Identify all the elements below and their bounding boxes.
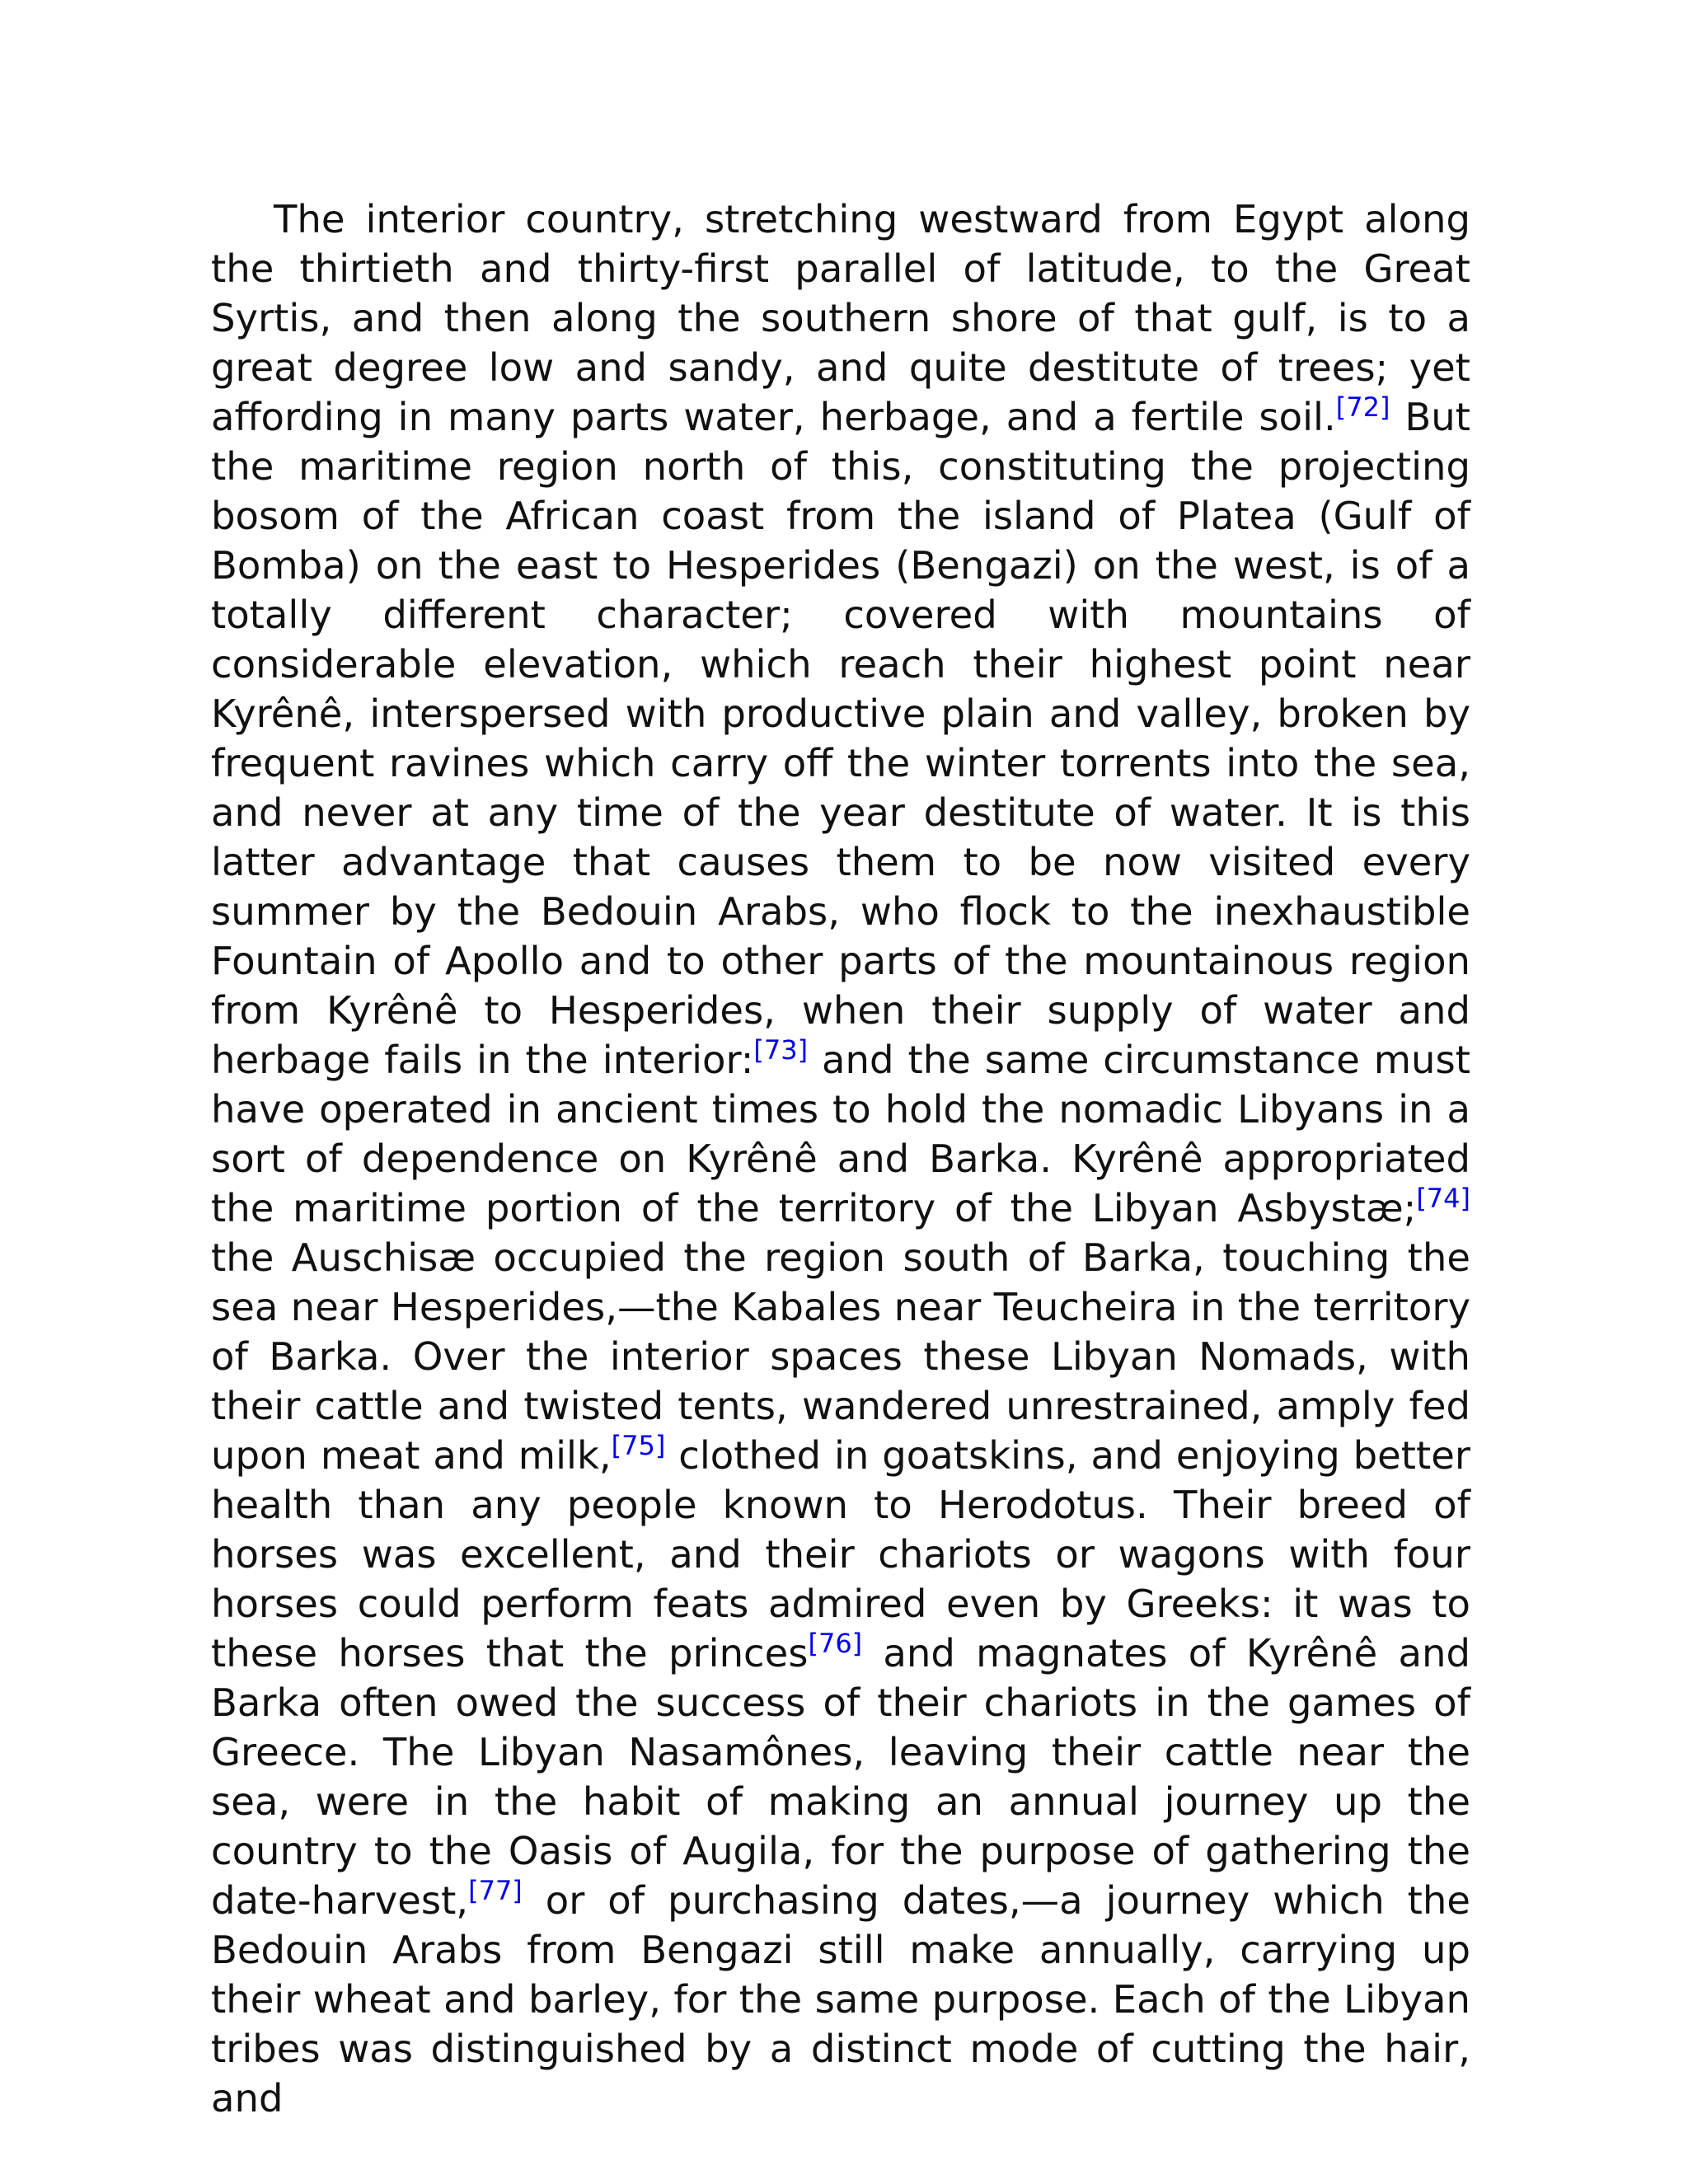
text-segment: and the same circumstance must have operated in ancient times to hold the nomadic Libyans in a sort of dependence on Kyrênê and Barka. Kyrênê appropriated the maritime portion of the territory of the Libyan Asbystæ; — [211, 1038, 1470, 1230]
footnote-link-76[interactable]: [76] — [808, 1628, 863, 1659]
text-segment: or of purchasing dates,—a journey which the Bedouin Arabs from Bengazi still make annually, carrying up their wheat and barley, for the same purpose. Each of the Libyan tribes was distinguished by a distinct mode of cutting the hair, and — [211, 1878, 1470, 2121]
text-segment: and magnates of Kyrênê and Barka often owed the success of their chariots in the games of Greece. The Libyan Nasamônes, leaving their cattle near the sea, were in the habit of making an annual journey up the country to the Oasis of Augila, for the purpose of gathering the date-harvest, — [211, 1631, 1470, 1923]
footnote-link-77[interactable]: [77] — [468, 1875, 523, 1906]
footnote-link-72[interactable]: [72] — [1335, 391, 1390, 423]
text-segment: clothed in goatskins, and enjoying better health than any people known to Herodotus. Their breed of horses was excellent, and their chariots or wagons with four horses could perform feats admired even by Greeks: it was to these horses that the princes — [211, 1433, 1470, 1675]
page-body — [211, 194, 1470, 2123]
body-paragraph — [211, 194, 1470, 2123]
text-segment: The interior country, stretching westward from Egypt along the thirtieth and thirty-first parallel of latitude, to the Great Syrtis, and then along the southern shore of that gulf, is to a great degree low and sandy, and quite destitute of trees; yet affording in many parts water, herbage, and a fertile soil. — [211, 197, 1470, 439]
footnote-link-73[interactable]: [73] — [753, 1034, 809, 1066]
footnote-link-75[interactable]: [75] — [611, 1430, 666, 1461]
text-segment: But the maritime region north of this, constituting the projecting bosom of the African coast from the island of Platea (Gulf of Bomba) on the east to Hesperides (Bengazi) on the west, is of a totally different character; covered with mountains of considerable elevation, which reach their highest point near Kyrênê, interspersed with productive plain and valley, broken by frequent ravines which carry off the winter torrents into the sea, and never at any time of the year destitute of water. It is this latter advantage that causes them to be now visited every summer by the Bedouin Arabs, who flock to the inexhaustible Fountain of Apollo and to other parts of the mountainous region from Kyrênê to Hesperides, when their supply of water and herbage fails in the interior: — [211, 395, 1471, 1082]
footnote-link-74[interactable]: [74] — [1416, 1183, 1470, 1214]
text-segment: the Auschisæ occupied the region south of Barka, touching the sea near Hesperides,—the Kabales near Teucheira in the territory of Barka. Over the interior spaces these Libyan Nomads, with their cattle and twisted tents, wandered unrestrained, amply fed upon meat and milk, — [211, 1235, 1470, 1478]
